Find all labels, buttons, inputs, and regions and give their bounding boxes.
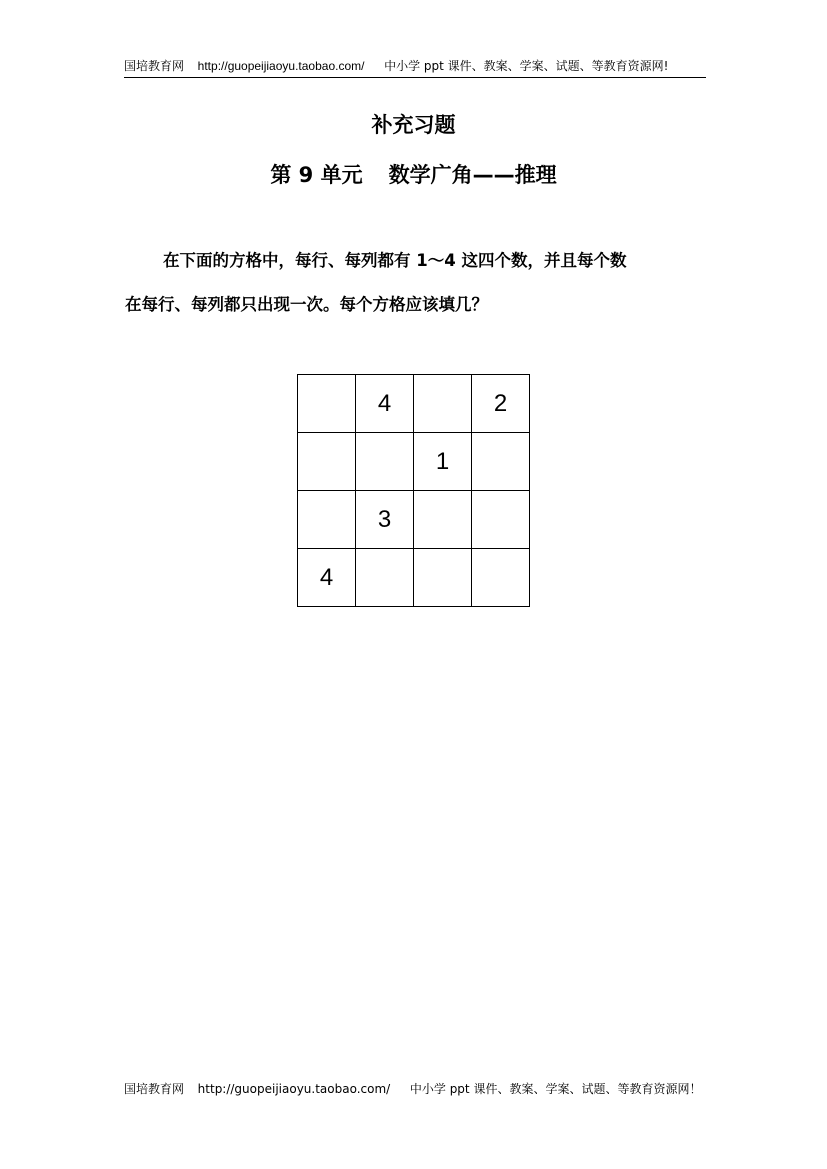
footer-site-name: 国培教育网 [124, 1082, 185, 1096]
grid-cell[interactable] [414, 549, 472, 607]
grid-cell[interactable] [298, 375, 356, 433]
page-title: 补充习题 [371, 113, 456, 137]
unit-topic: 数学广角——推理 [388, 163, 557, 187]
number-grid [297, 374, 530, 607]
grid-cell[interactable]: 4 [298, 549, 356, 607]
grid-cell[interactable] [356, 433, 414, 491]
grid-cell[interactable] [356, 549, 414, 607]
question-line-1: 在下面的方格中，每行、每列都有 1～4 这四个数，并且每个数 [163, 251, 627, 270]
header-url[interactable]: http://guopeijiaoyu.taobao.com/ [197, 59, 365, 73]
grid-row [298, 491, 530, 549]
page-footer [124, 1081, 701, 1097]
unit-title [0, 160, 827, 190]
grid-cell[interactable]: 1 [414, 433, 472, 491]
grid-row [298, 375, 530, 433]
grid-cell[interactable] [298, 433, 356, 491]
grid-row [298, 433, 530, 491]
grid-cell[interactable] [472, 433, 530, 491]
header-site-name: 国培教育网 [124, 59, 185, 73]
page-header [124, 58, 706, 78]
footer-tagline: 中小学 ppt 课件、教案、学案、试题、等教育资源网！ [409, 1082, 702, 1096]
grid-cell[interactable] [298, 491, 356, 549]
grid-cell[interactable]: 2 [472, 375, 530, 433]
grid-cell[interactable]: 4 [356, 375, 414, 433]
question-line-2: 在每行、每列都只出现一次。每个方格应该填几？ [125, 295, 488, 314]
grid-cell[interactable] [472, 491, 530, 549]
grid-cell[interactable] [414, 375, 472, 433]
header-tagline: 中小学 ppt 课件、教案、学案、试题、等教育资源网! [384, 59, 669, 73]
unit-number: 第 9 单元 [270, 163, 363, 187]
footer-url[interactable]: http://guopeijiaoyu.taobao.com/ [197, 1082, 391, 1096]
grid-cell[interactable] [472, 549, 530, 607]
grid-row [298, 549, 530, 607]
grid-cell[interactable] [414, 491, 472, 549]
grid-cell[interactable]: 3 [356, 491, 414, 549]
